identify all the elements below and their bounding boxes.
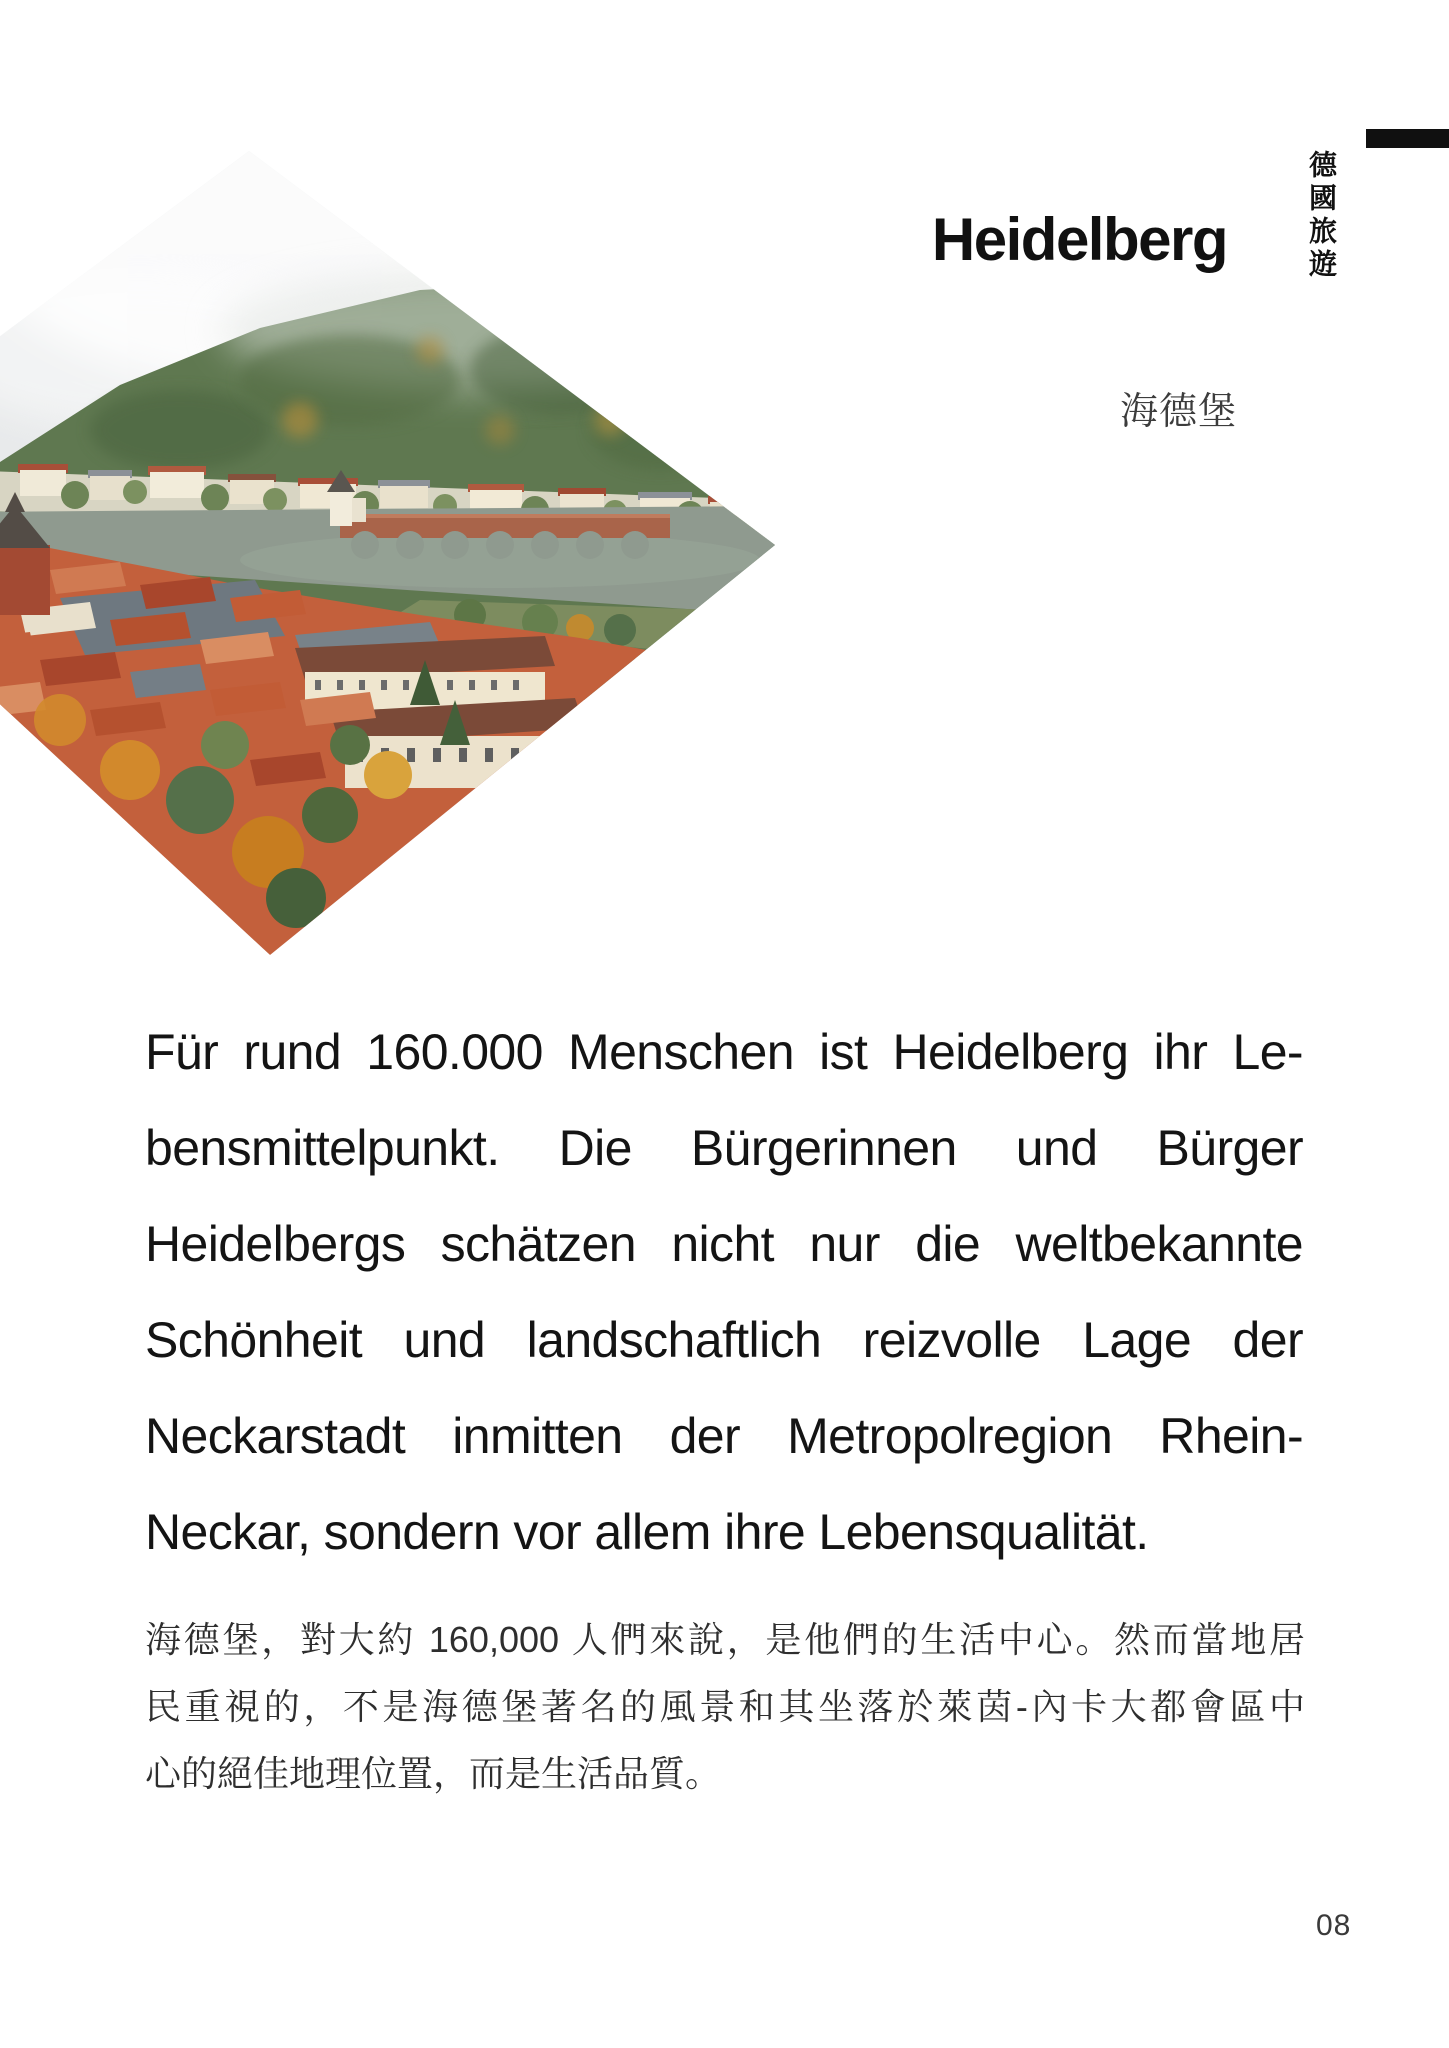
german-line: Heidelbergs schätzen nicht nur die weltbekannte	[145, 1216, 1303, 1272]
page-title: Heidelberg	[931, 206, 1227, 273]
german-line: Schönheit und landschaftlich reizvolle Lage der	[145, 1312, 1303, 1368]
page-number: 08	[1316, 1909, 1352, 1942]
german-line: Für rund 160.000 Menschen ist Heidelberg ihr Le-	[145, 1024, 1303, 1080]
chinese-paragraph	[145, 1606, 1305, 1807]
page-subtitle-chinese: 海德堡	[1119, 391, 1237, 433]
accent-bar	[1366, 129, 1449, 148]
german-line: bensmittelpunkt. Die Bürgerinnen und Bürger	[145, 1120, 1303, 1176]
heidelberg-aerial-photo	[0, 0, 810, 970]
german-line: Neckar, sondern vor allem ihre Lebensqualität.	[145, 1504, 1149, 1560]
german-line: Neckarstadt inmitten der Metropolregion Rhein-	[145, 1408, 1303, 1464]
category-vertical-label: 德國旅遊	[1306, 150, 1337, 282]
german-paragraph	[145, 1004, 1303, 1580]
chinese-line: 民重視的，不是海德堡著名的風景和其坐落於萊茵-內卡大都會區中	[145, 1686, 1305, 1727]
chinese-line: 心的絕佳地理位置，而是生活品質。	[145, 1753, 722, 1794]
chinese-line: 海德堡，對大約 160,000 人們來說，是他們的生活中心。然而當地居	[145, 1619, 1305, 1660]
hero-photo-wrap	[0, 0, 810, 970]
